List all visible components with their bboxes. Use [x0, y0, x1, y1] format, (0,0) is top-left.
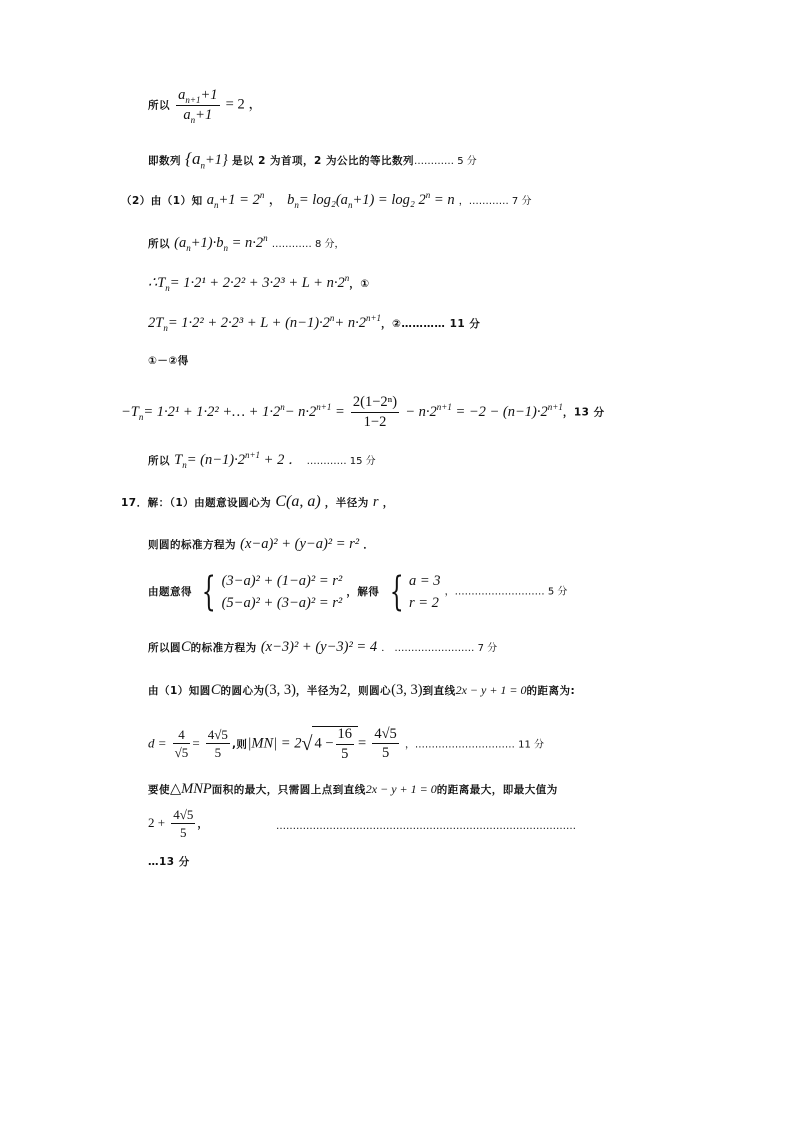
- math: 5: [341, 745, 349, 762]
- math: T: [174, 452, 183, 468]
- math: +1 = 2: [218, 192, 260, 208]
- math: 2x − y + 1 = 0: [455, 683, 527, 697]
- math: (x−a)² + (y−a)² = r²: [240, 536, 360, 552]
- text: ，②………… 11 分: [381, 318, 481, 330]
- math: + 2 ．: [263, 452, 303, 468]
- text: 由（1）知圆: [148, 685, 211, 697]
- math: −T: [121, 403, 139, 420]
- line-anbn: [148, 233, 345, 253]
- math: 5: [180, 825, 187, 840]
- math: (x−3)² + (y−3)² = 4: [260, 639, 378, 655]
- math-sup: n: [329, 313, 335, 324]
- math-sub: n: [138, 411, 144, 422]
- fraction: [351, 395, 399, 429]
- line-subtract: ①－②得: [148, 355, 189, 367]
- math-sub: n: [223, 242, 228, 253]
- line-negtn: [121, 395, 605, 429]
- math: 2: [339, 682, 348, 698]
- math: 4√5: [372, 727, 398, 745]
- math-sub: n: [347, 199, 353, 210]
- math: (3, 3): [264, 682, 296, 698]
- text: ，解得: [346, 586, 380, 599]
- line-d-mn: d = $\frac{4}{√5}$ = $\frac{4√5}{5}$ ,则|MN| = 2√ 4 − $\frac{16}{5}$ = $\frac{4√5}{5}$ ，………………………… 11 分: [148, 725, 545, 762]
- math: 5: [381, 745, 390, 762]
- fraction: [176, 87, 219, 125]
- text: 即数列: [148, 155, 181, 167]
- math: 16: [336, 727, 355, 745]
- score: ． …………………… 7 分: [381, 643, 498, 654]
- solution-system: [409, 570, 441, 615]
- text: 的圆心为: [220, 685, 265, 697]
- math: = n·2: [231, 235, 264, 251]
- math: (5−a)² + (3−a)² = r²: [221, 595, 343, 612]
- text: ，半径为: [295, 685, 340, 697]
- line-distance: [148, 683, 575, 698]
- line-max-value: [148, 808, 208, 839]
- math: d =: [148, 735, 167, 751]
- math: 4 −: [314, 735, 334, 752]
- fraction: [173, 728, 191, 759]
- math: 1−2: [363, 413, 387, 430]
- math-sub: n: [190, 114, 196, 125]
- text: 的距离最大，即最大值为: [436, 784, 558, 796]
- math-sub: n: [186, 242, 191, 253]
- math: = 2 ，: [225, 96, 263, 113]
- text: ，: [382, 497, 394, 509]
- math: [185, 149, 228, 171]
- line-tn: [148, 273, 370, 293]
- line-tn-result: [148, 450, 376, 470]
- math: 2x − y + 1 = 0: [365, 782, 437, 796]
- math-sup: n+1: [365, 313, 382, 324]
- math: = log₂(a: [298, 192, 348, 208]
- math-sup: n: [425, 190, 431, 201]
- math-sup: n+1: [436, 401, 452, 412]
- brace: {: [201, 569, 216, 616]
- line-max-area: [148, 782, 558, 797]
- score: ………… 5 分: [414, 156, 477, 167]
- text: ，①: [349, 278, 370, 290]
- math: r: [372, 494, 379, 510]
- text: ，半径为: [324, 497, 369, 509]
- math-sup: n+1: [244, 450, 261, 461]
- math: (a: [174, 235, 187, 251]
- equation-system: [222, 570, 343, 615]
- score: ，……………………… 5 分: [444, 586, 568, 598]
- math: ∴T: [148, 275, 166, 291]
- text: 所以圆: [148, 642, 181, 654]
- math: {a: [185, 149, 201, 168]
- score: ………… 8 分，: [271, 239, 345, 250]
- text: ，: [197, 818, 209, 830]
- math: +1) = log₂ 2: [352, 192, 426, 208]
- line-2tn: [148, 313, 481, 333]
- math: (3−a)² + (1−a)² = r²: [221, 573, 343, 589]
- fraction: [372, 727, 398, 761]
- text: 由题意得: [148, 586, 192, 599]
- text: （2）由（1）知: [121, 195, 203, 207]
- math: a = 3: [408, 573, 441, 589]
- math-sup: n: [263, 233, 268, 244]
- math-sub: n: [163, 322, 168, 333]
- math: 2(1−2ⁿ): [351, 395, 399, 413]
- math: 2 +: [148, 815, 166, 830]
- text: 要使: [148, 784, 170, 796]
- score: ，………… 7 分: [458, 196, 532, 207]
- math: (3, 3): [391, 682, 423, 698]
- score: ………… 15 分: [306, 456, 376, 467]
- math: = 1·2² + 2·2³ + L + (n−1)·2: [167, 315, 330, 331]
- math-sup: n+1: [316, 401, 332, 412]
- line-q17: [121, 494, 394, 510]
- math: 4√5: [207, 727, 228, 743]
- math: √5: [174, 745, 189, 761]
- line-system: [148, 570, 567, 615]
- math-sub: n: [182, 459, 187, 470]
- math: ，: [268, 192, 283, 208]
- text: 所以: [148, 238, 170, 250]
- text: 则圆的标准方程为: [148, 539, 236, 551]
- fraction: [206, 728, 230, 759]
- math-sub: n: [214, 199, 219, 210]
- math: =: [358, 735, 367, 752]
- math: C: [210, 682, 221, 698]
- math: − n·2: [405, 403, 437, 420]
- line-circle-c: [148, 640, 497, 655]
- math: a: [183, 106, 191, 123]
- math: r = 2: [408, 595, 439, 612]
- math: b: [287, 192, 295, 208]
- text: ．: [363, 539, 375, 551]
- text: ,则: [231, 738, 248, 751]
- math: 4: [173, 728, 191, 744]
- math: = (n−1)·2: [186, 452, 245, 468]
- score: ，………………………… 11 分: [404, 739, 545, 751]
- math: C(a, a): [275, 493, 321, 510]
- line-sequence: [148, 149, 477, 171]
- fraction: [171, 808, 195, 839]
- text: 到直线: [422, 685, 456, 697]
- text: 是以 2 为首项，2 为公比的等比数列: [231, 155, 415, 167]
- math: △MNP: [170, 781, 212, 797]
- math-sup: n: [344, 273, 350, 284]
- line-score-13: …13 分: [148, 856, 190, 868]
- math-sub: n: [200, 160, 205, 171]
- leader-dots: ………………………………………………………………………………: [276, 822, 576, 832]
- math-sub: n: [294, 199, 299, 210]
- math-sup: n: [280, 401, 285, 412]
- text: 17．解：（1）由题意设圆心为: [121, 497, 272, 509]
- math: +1: [195, 106, 213, 123]
- text: 所以: [148, 455, 170, 467]
- math: = −2 − (n−1)·2: [455, 403, 548, 420]
- math: 5: [214, 745, 222, 761]
- math: − n·2: [284, 403, 317, 420]
- text: 的标准方程为: [190, 642, 257, 654]
- math: =: [334, 403, 345, 420]
- line-ratio: [148, 87, 263, 125]
- sqrt: [312, 726, 358, 761]
- line-part2: [121, 190, 532, 210]
- math: =: [192, 735, 200, 751]
- math: 4√5: [173, 807, 194, 822]
- math: |MN| = 2: [247, 735, 302, 752]
- math: C: [181, 639, 191, 655]
- line-circle-eq: [148, 537, 374, 552]
- math: 2T: [148, 315, 164, 331]
- math: +1)·b: [190, 235, 224, 251]
- math: = 1·2¹ + 2·2² + 3·2³ + L + n·2: [169, 275, 345, 291]
- math-sub: n: [165, 282, 170, 293]
- math-sub: n+1: [185, 94, 201, 105]
- math-sup: n: [259, 190, 265, 201]
- fraction: [336, 727, 355, 761]
- score: ，13 分: [562, 406, 605, 419]
- math: a: [178, 87, 186, 103]
- text: ，则圆心: [347, 685, 392, 697]
- text: 所以: [148, 99, 170, 112]
- text: 的距离为:: [526, 685, 576, 697]
- math: a: [206, 192, 215, 208]
- math-sup: n+1: [547, 401, 563, 412]
- brace: {: [389, 569, 404, 616]
- math: +1}: [204, 152, 228, 168]
- text: 面积的最大，只需圆上点到直线: [211, 784, 366, 796]
- math: = 1·2¹ + 1·2² +… + 1·2: [143, 403, 281, 420]
- math: +1: [200, 87, 218, 103]
- math: + n·2: [334, 315, 366, 331]
- math: = n: [433, 192, 455, 208]
